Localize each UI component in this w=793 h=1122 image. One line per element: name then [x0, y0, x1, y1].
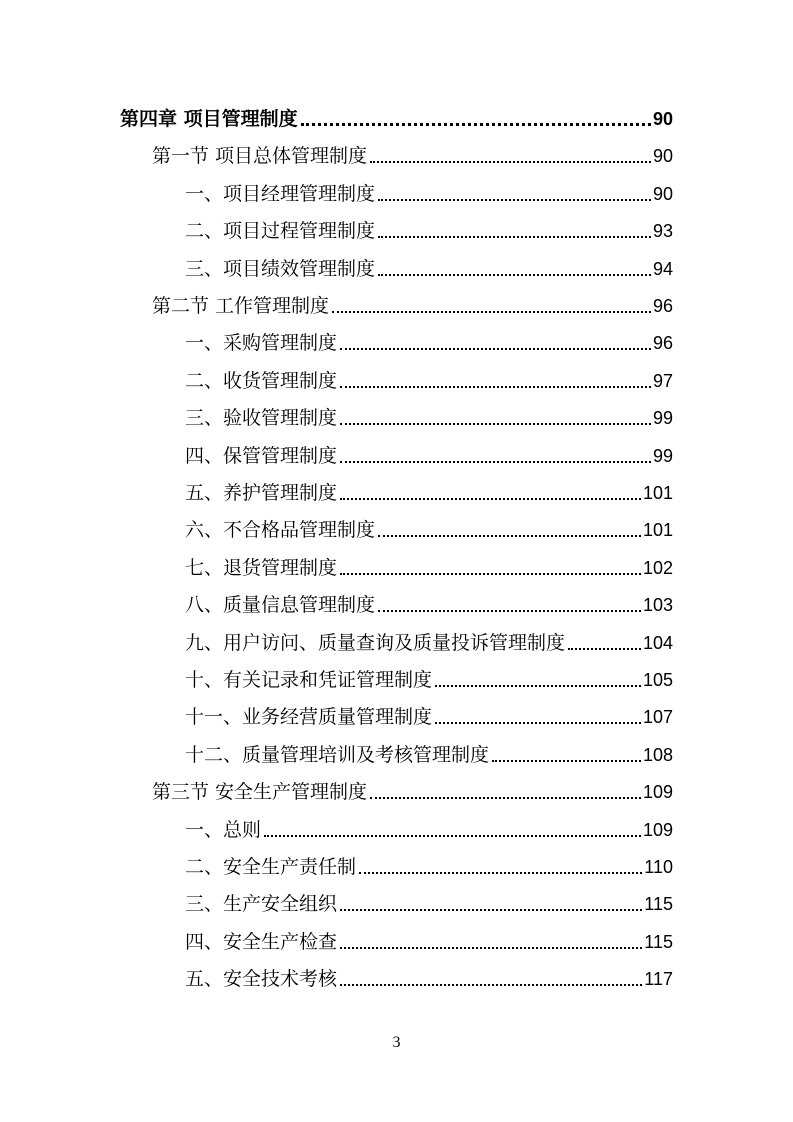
toc-item-entry[interactable] — [185, 592, 673, 618]
toc-entry-page-number: 90 — [652, 184, 673, 204]
toc-entry-page-number: 102 — [642, 558, 673, 578]
dot-leader — [340, 498, 641, 500]
toc-entry-label: 第二节 工作管理制度 — [152, 295, 330, 317]
toc-entry-label: 十、有关记录和凭证管理制度 — [185, 669, 433, 691]
toc-section-entry[interactable] — [152, 143, 673, 169]
toc-item-entry[interactable] — [185, 218, 673, 244]
toc-entry-label: 第三节 安全生产管理制度 — [152, 781, 368, 803]
toc-item-entry[interactable] — [185, 181, 673, 207]
toc-section-entry[interactable] — [152, 779, 673, 805]
toc-item-entry[interactable] — [185, 256, 673, 282]
toc-entry-label: 二、安全生产责任制 — [185, 856, 357, 878]
toc-item-entry[interactable] — [185, 742, 673, 768]
dot-leader — [264, 835, 641, 837]
dot-leader — [370, 797, 641, 799]
toc-entry-page-number: 115 — [644, 894, 673, 914]
dot-leader — [378, 199, 651, 201]
dot-leader — [378, 274, 651, 276]
toc-chapter-entry[interactable] — [120, 106, 673, 132]
dot-leader — [340, 984, 642, 986]
toc-item-entry[interactable] — [185, 929, 673, 955]
dot-leader — [359, 872, 642, 874]
toc-entry-label: 一、项目经理管理制度 — [185, 183, 376, 205]
toc-entry-label: 八、质量信息管理制度 — [185, 594, 376, 616]
toc-entry-label: 第四章 项目管理制度 — [120, 108, 298, 130]
dot-leader — [340, 386, 651, 388]
toc-entry-page-number: 96 — [652, 296, 673, 316]
toc-entry-page-number: 97 — [652, 371, 673, 391]
dot-leader — [332, 311, 651, 313]
toc-entry-page-number: 103 — [642, 595, 673, 615]
dot-leader — [340, 461, 651, 463]
page-number: 3 — [392, 1034, 401, 1051]
dot-leader — [378, 236, 651, 238]
toc-entry-label: 十二、质量管理培训及考核管理制度 — [185, 744, 490, 766]
toc-entry-label: 三、验收管理制度 — [185, 407, 338, 429]
toc-item-entry[interactable] — [185, 368, 673, 394]
toc-entry-label: 九、用户访问、质量查询及质量投诉管理制度 — [185, 632, 566, 654]
toc-entry-label: 五、养护管理制度 — [185, 482, 338, 504]
toc-item-entry[interactable] — [185, 891, 673, 917]
dot-leader — [340, 348, 651, 350]
toc-entry-page-number: 105 — [642, 670, 673, 690]
toc-entry-label: 一、采购管理制度 — [185, 332, 338, 354]
toc-item-entry[interactable] — [185, 704, 673, 730]
toc-entry-label: 六、不合格品管理制度 — [185, 519, 376, 541]
toc-entry-label: 三、生产安全组织 — [185, 893, 338, 915]
toc-entry-label: 二、收货管理制度 — [185, 370, 338, 392]
dot-leader — [340, 573, 641, 575]
toc-entry-label: 十一、业务经营质量管理制度 — [185, 706, 433, 728]
dot-leader — [492, 760, 641, 762]
dot-leader — [340, 423, 651, 425]
toc-entry-page-number: 110 — [644, 857, 673, 877]
toc-entry-page-number: 104 — [642, 633, 673, 653]
toc-entry-page-number: 96 — [652, 333, 673, 353]
toc-entry-page-number: 99 — [652, 408, 673, 428]
dot-leader — [370, 161, 651, 163]
dot-leader — [340, 909, 642, 911]
toc-entry-page-number: 90 — [652, 109, 673, 129]
toc-item-entry[interactable] — [185, 480, 673, 506]
toc-item-entry[interactable] — [185, 854, 673, 880]
toc-item-entry[interactable] — [185, 966, 673, 992]
dot-leader — [378, 535, 641, 537]
toc-entry-page-number: 101 — [642, 483, 673, 503]
toc-item-entry[interactable] — [185, 630, 673, 656]
toc-entry-label: 三、项目绩效管理制度 — [185, 258, 376, 280]
dot-leader — [340, 947, 642, 949]
toc-entry-label: 四、保管管理制度 — [185, 445, 338, 467]
toc-entry-page-number: 107 — [642, 707, 673, 727]
toc-item-entry[interactable] — [185, 517, 673, 543]
toc-entry-page-number: 94 — [652, 259, 673, 279]
toc-entry-page-number: 90 — [652, 146, 673, 166]
dot-leader — [378, 610, 641, 612]
toc-entry-page-number: 101 — [642, 520, 673, 540]
toc-entry-page-number: 115 — [644, 932, 673, 952]
toc-item-entry[interactable] — [185, 443, 673, 469]
toc-entry-page-number: 109 — [642, 782, 673, 802]
toc-entry-label: 四、安全生产检查 — [185, 931, 338, 953]
toc-entry-page-number: 108 — [642, 745, 673, 765]
toc-entry-label: 七、退货管理制度 — [185, 557, 338, 579]
toc-entry-page-number: 117 — [644, 969, 673, 989]
toc-entry-page-number: 109 — [642, 820, 673, 840]
toc-entry-label: 五、安全技术考核 — [185, 968, 338, 990]
toc-entry-label: 第一节 项目总体管理制度 — [152, 145, 368, 167]
dot-leader — [568, 648, 641, 650]
dot-leader — [301, 123, 651, 126]
toc-item-entry[interactable] — [185, 330, 673, 356]
toc-entry-page-number: 99 — [652, 446, 673, 466]
toc-entry-label: 一、总则 — [185, 819, 262, 841]
toc-entry-page-number: 93 — [652, 221, 673, 241]
toc-item-entry[interactable] — [185, 817, 673, 843]
toc-item-entry[interactable] — [185, 555, 673, 581]
toc-item-entry[interactable] — [185, 405, 673, 431]
dot-leader — [435, 685, 641, 687]
toc-entry-label: 二、项目过程管理制度 — [185, 220, 376, 242]
toc-section-entry[interactable] — [152, 293, 673, 319]
dot-leader — [435, 722, 641, 724]
toc-item-entry[interactable] — [185, 667, 673, 693]
